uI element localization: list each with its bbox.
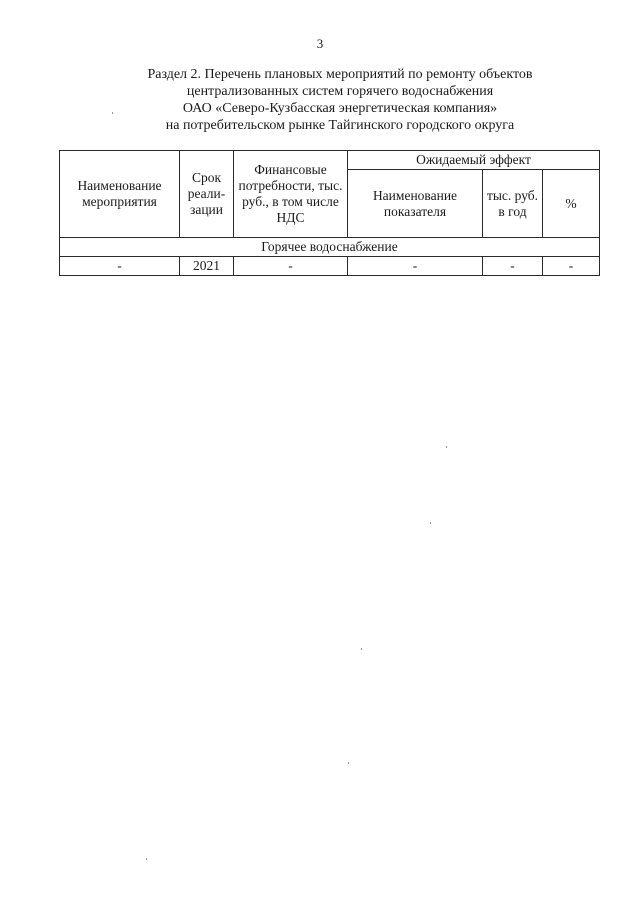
header-expected-effect: Ожидаемый эффект [348,151,600,170]
heading-line-4: на потребительском рынке Тайгинского городского округа [165,118,515,133]
header-percent: % [543,170,600,238]
heading-line-3: ОАО «Северо-Кузбасская энергетическая компания» [182,101,498,116]
scan-speck [430,522,431,524]
header-event-name: Наименование мероприятия [60,151,180,238]
section-heading [40,66,640,134]
scan-speck [446,446,447,448]
scan-speck [146,858,147,860]
header-thousand-rub-per-year: тыс. руб. в год [483,170,543,238]
heading-line-2: централизованных систем горячего водоснабжения [186,84,494,99]
cell-event-name: - [60,257,180,276]
table-header-row [60,151,600,170]
page-number: 3 [316,36,324,51]
cell-term: 2021 [180,257,234,276]
cell-financial-needs: - [234,257,348,276]
table-section-row [60,238,600,257]
cell-percent: - [543,257,600,276]
section-title: Горячее водоснабжение [60,238,600,257]
scan-speck [361,648,362,650]
header-term: Срок реали- зации [180,151,234,238]
heading-line-1: Раздел 2. Перечень плановых мероприятий по ремонту объектов [147,67,533,82]
repair-plan-table [59,150,600,276]
header-financial-needs: Финансовые потребности, тыс. руб., в том числе НДС [234,151,348,238]
table-row [60,257,600,276]
scan-speck [112,112,113,114]
header-indicator-name: Наименование показателя [348,170,483,238]
cell-thousand-rub-per-year: - [483,257,543,276]
scan-speck [348,762,349,764]
cell-indicator-name: - [348,257,483,276]
